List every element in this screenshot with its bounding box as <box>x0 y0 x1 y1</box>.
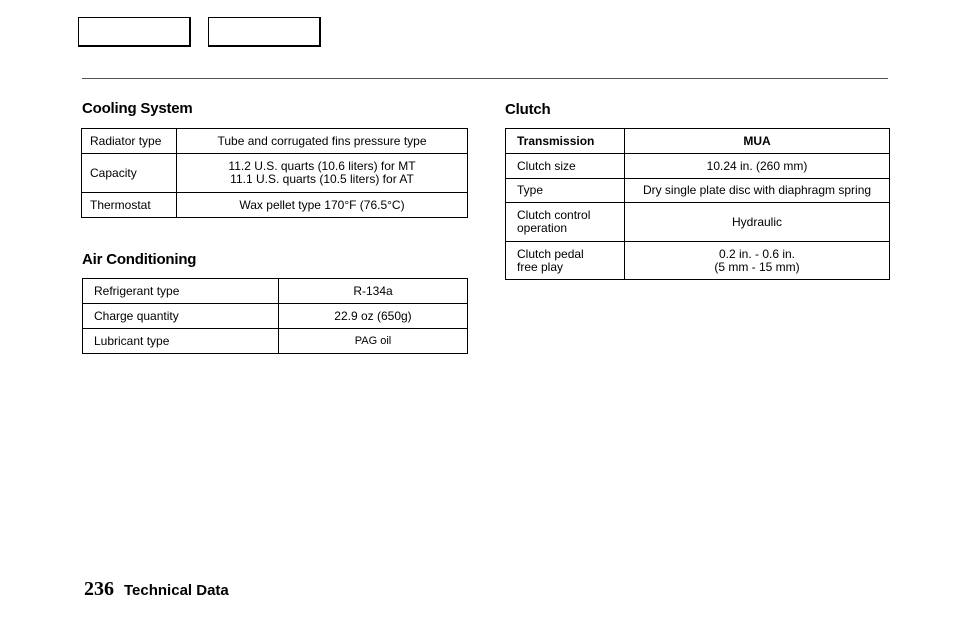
table-row <box>83 329 468 354</box>
table-row <box>83 279 468 304</box>
header-divider <box>82 78 888 79</box>
spec-label: Lubricant type <box>83 329 279 354</box>
header-value: MUA <box>625 129 890 154</box>
air-conditioning-table <box>82 278 468 354</box>
table-row <box>506 179 890 203</box>
clutch-heading: Clutch <box>505 101 551 118</box>
spec-value-line: (5 mm - 15 mm) <box>714 259 800 274</box>
table-row <box>506 242 890 280</box>
spec-value: PAG oil <box>279 329 468 354</box>
spec-label-line: Clutch control <box>517 208 591 222</box>
spec-label: Refrigerant type <box>83 279 279 304</box>
page-footer <box>84 578 229 601</box>
spec-label: Clutch size <box>506 154 625 179</box>
table-row <box>506 154 890 179</box>
spec-value: Dry single plate disc with diaphragm spring <box>625 179 890 203</box>
table-row <box>506 203 890 242</box>
spec-label: Radiator type <box>82 129 177 154</box>
spec-label <box>506 242 625 280</box>
header-label: Transmission <box>506 129 625 154</box>
table-row <box>82 154 468 193</box>
spec-value-line: 11.2 U.S. quarts (10.6 liters) for MT <box>228 159 416 173</box>
spec-label: Capacity <box>82 154 177 193</box>
spec-value: R-134a <box>279 279 468 304</box>
air-conditioning-heading: Air Conditioning <box>82 251 197 268</box>
spec-label: Type <box>506 179 625 203</box>
spec-label-line: Clutch pedal <box>517 246 584 261</box>
table-row <box>82 193 468 218</box>
spec-value-line: 0.2 in. - 0.6 in. <box>718 246 796 261</box>
table-row <box>83 304 468 329</box>
cooling-system-heading: Cooling System <box>82 100 193 117</box>
spec-label: Thermostat <box>82 193 177 218</box>
spec-label-line: operation <box>517 221 568 235</box>
nav-button-next[interactable] <box>208 17 321 47</box>
spec-value: Hydraulic <box>625 203 890 242</box>
spec-value: 22.9 oz (650g) <box>279 304 468 329</box>
spec-value: Wax pellet type 170°F (76.5°C) <box>177 193 468 218</box>
table-row <box>82 129 468 154</box>
spec-value: 10.24 in. (260 mm) <box>625 154 890 179</box>
spec-value: Tube and corrugated fins pressure type <box>177 129 468 154</box>
spec-value-line: 11.1 U.S. quarts (10.5 liters) for AT <box>230 172 414 186</box>
cooling-system-table <box>81 128 468 218</box>
spec-value <box>625 242 890 280</box>
spec-label <box>506 203 625 242</box>
page-number: 236 <box>84 578 114 600</box>
spec-value <box>177 154 468 193</box>
footer-section-title: Technical Data <box>124 582 229 599</box>
spec-label-line: free play <box>517 259 564 274</box>
nav-button-previous[interactable] <box>78 17 191 47</box>
spec-label: Charge quantity <box>83 304 279 329</box>
clutch-table <box>505 128 890 280</box>
table-header-row <box>506 129 890 154</box>
